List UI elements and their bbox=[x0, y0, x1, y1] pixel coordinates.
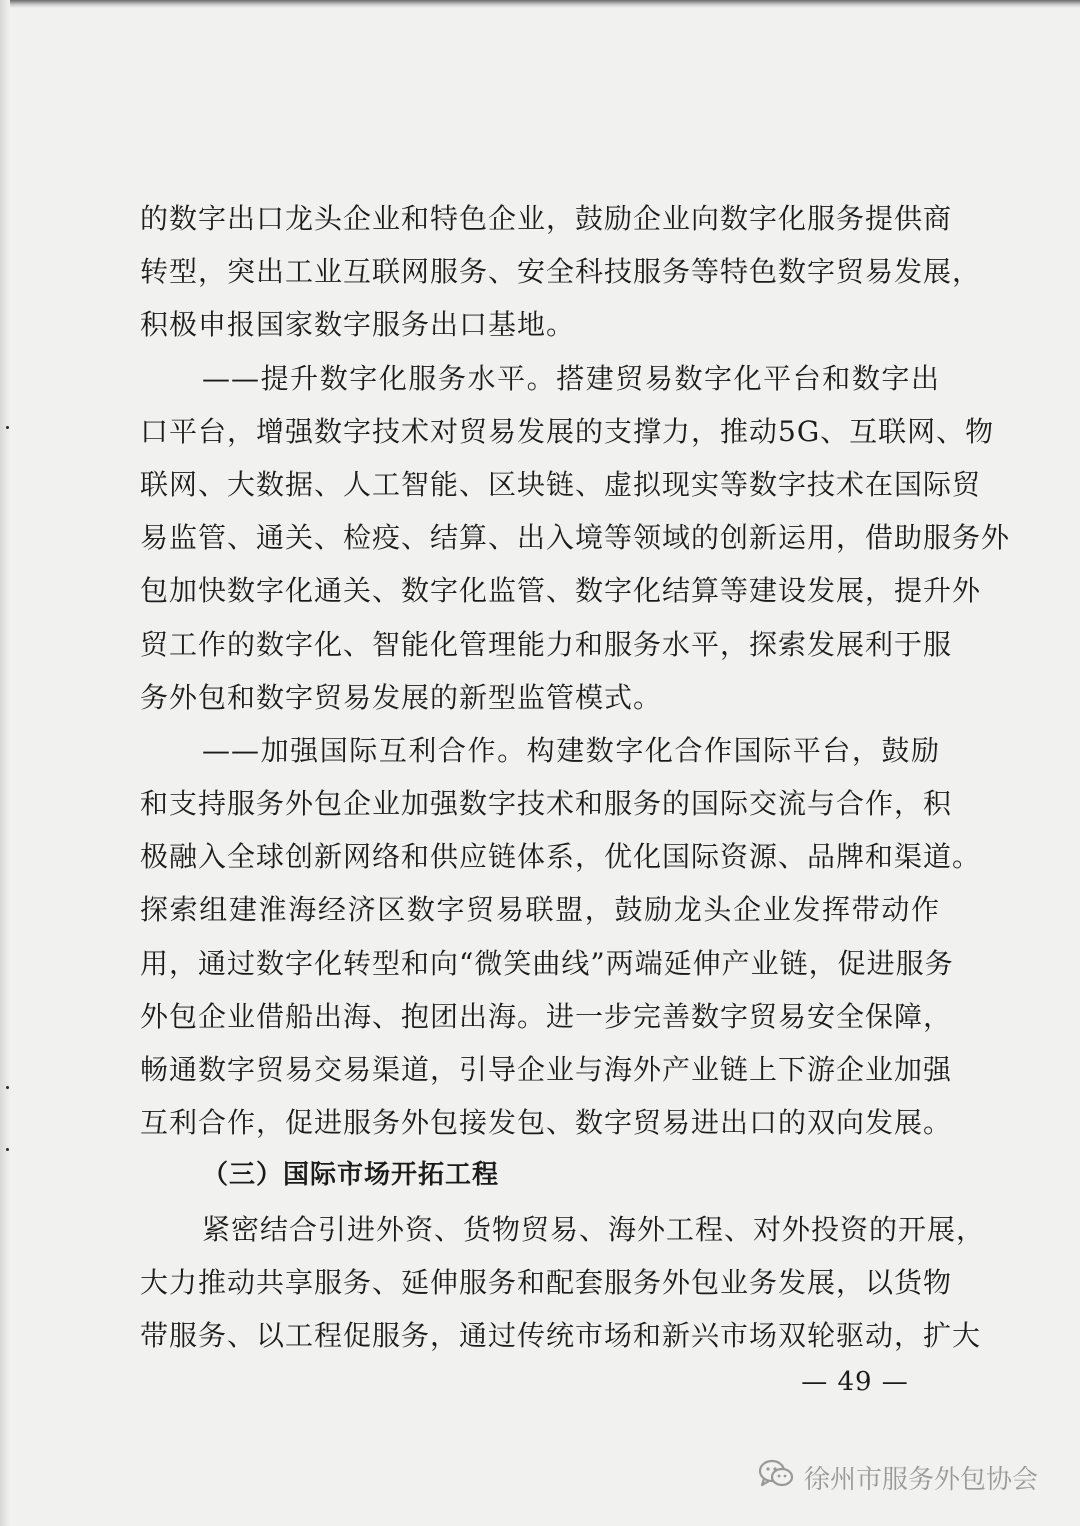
text-line: 互利合作，促进服务外包接发包、数字贸易进出口的双向发展。 bbox=[140, 1106, 953, 1140]
scan-speck bbox=[6, 1148, 9, 1151]
text-line: 积极申报国家数字服务出口基地。 bbox=[140, 308, 576, 342]
scan-speck bbox=[6, 426, 9, 429]
text-line: 和支持服务外包企业加强数字技术和服务的国际交流与合作，积 bbox=[140, 787, 953, 821]
watermark-text: 徐州市服务外包协会 bbox=[804, 1464, 1039, 1495]
text-line: 探索组建淮海经济区数字贸易联盟，鼓励龙头企业发挥带动作 bbox=[140, 893, 940, 927]
text-line: ——加强国际互利合作。构建数字化合作国际平台，鼓励 bbox=[202, 733, 940, 767]
text-line: 包加快数字化通关、数字化监管、数字化结算等建设发展，提升外 bbox=[140, 574, 982, 608]
scan-left-shadow bbox=[0, 0, 10, 1526]
text-line: ——提升数字化服务水平。搭建贸易数字化平台和数字出 bbox=[202, 361, 940, 395]
text-line: 紧密结合引进外资、货物贸易、海外工程、对外投资的开展， bbox=[202, 1212, 986, 1246]
text-line: 大力推动共享服务、延伸服务和配套服务外包业务发展，以货物 bbox=[140, 1265, 953, 1299]
text-line: 外包企业借船出海、抱团出海。进一步完善数字贸易安全保障， bbox=[140, 999, 953, 1033]
text-line: 的数字出口龙头企业和特色企业，鼓励企业向数字化服务提供商 bbox=[140, 202, 953, 235]
text-line: 口平台，增强数字技术对贸易发展的支撑力，推动5G、互联网、物 bbox=[140, 414, 995, 448]
wechat-icon bbox=[758, 1458, 794, 1497]
text-line: 联网、大数据、人工智能、区块链、虚拟现实等数字技术在国际贸 bbox=[140, 467, 982, 501]
text-line: 转型，突出工业互联网服务、安全科技服务等特色数字贸易发展， bbox=[140, 255, 982, 289]
text-line: 贸工作的数字化、智能化管理能力和服务水平，探索发展利于服 bbox=[140, 627, 953, 661]
document-body bbox=[140, 192, 1011, 1362]
scan-speck bbox=[6, 1086, 9, 1089]
scan-top-edge bbox=[0, 0, 1080, 8]
text-line: 用，通过数字化转型和向“微笑曲线”两端延伸产业链，促进服务 bbox=[140, 946, 954, 980]
watermark bbox=[758, 1452, 1038, 1502]
page-number: — 49 — bbox=[801, 1367, 909, 1397]
text-line: 极融入全球创新网络和供应链体系，优化国际资源、品牌和渠道。 bbox=[140, 840, 982, 874]
text-line: 务外包和数字贸易发展的新型监管模式。 bbox=[140, 680, 663, 714]
text-line: 带服务、以工程促服务，通过传统市场和新兴市场双轮驱动，扩大 bbox=[140, 1318, 982, 1352]
section-heading: （三）国际市场开拓工程 bbox=[202, 1160, 500, 1191]
text-line: 畅通数字贸易交易渠道，引导企业与海外产业链上下游企业加强 bbox=[140, 1053, 953, 1086]
text-line: 易监管、通关、检疫、结算、出入境等领域的创新运用，借助服务外 bbox=[140, 521, 1011, 555]
